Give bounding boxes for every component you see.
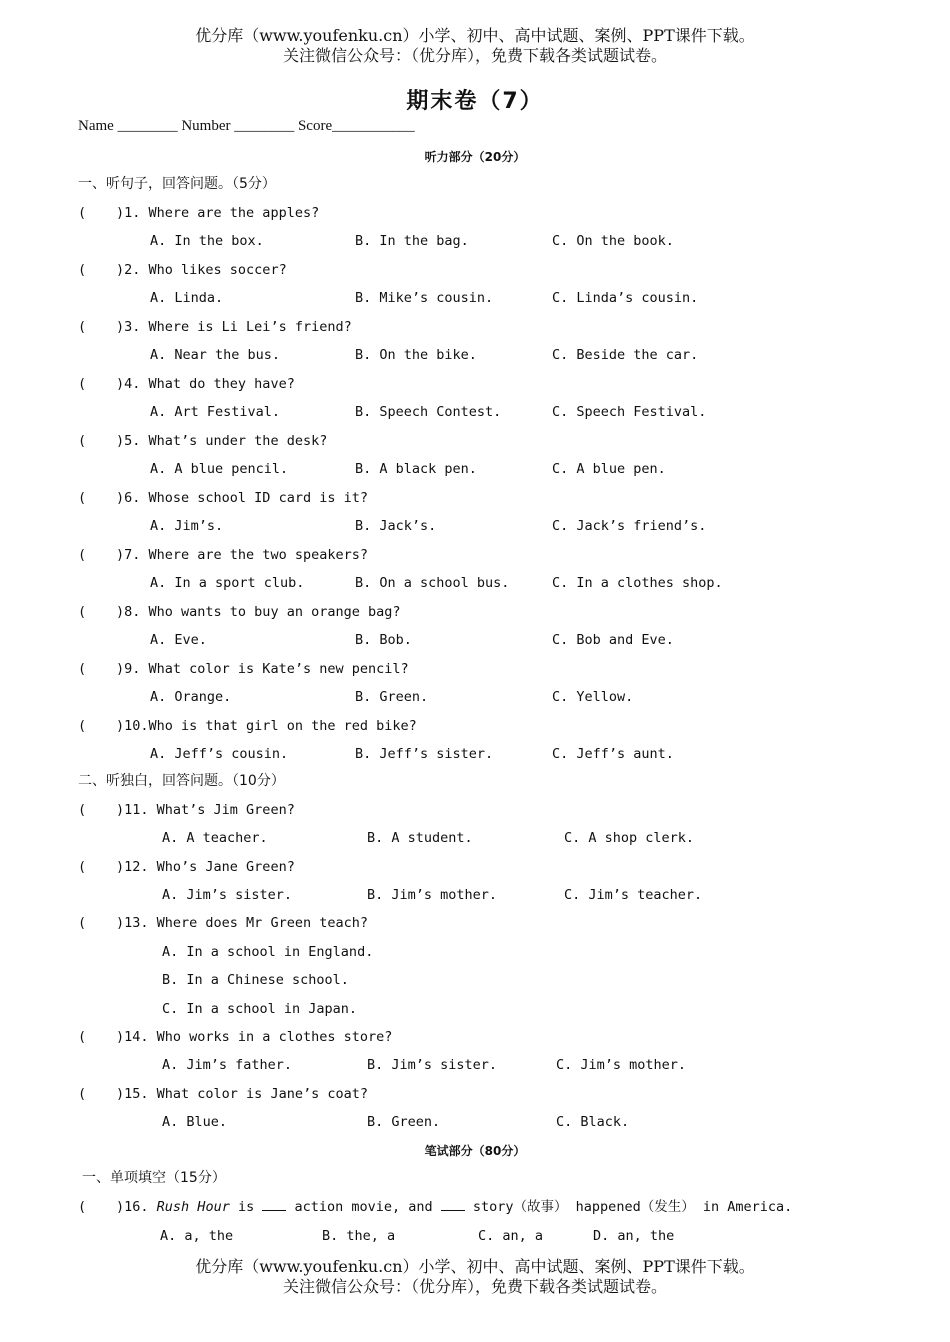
- question-15: ( )15. What color is Jane’s coat?: [78, 1086, 368, 1102]
- q8-option-c: C. Bob and Eve.: [552, 632, 674, 648]
- footer-line-2: 关注微信公众号：（优分库），免费下载各类试题试卷。: [282, 1277, 667, 1296]
- q10-option-c: C. Jeff’s aunt.: [552, 746, 674, 762]
- question-13: ( )13. Where does Mr Green teach?: [78, 915, 368, 931]
- question-text: 5. What’s under the desk?: [124, 433, 328, 449]
- q10-option-b: B. Jeff’s sister.: [355, 746, 494, 762]
- question-14: ( )14. Who works in a clothes store?: [78, 1029, 393, 1045]
- q13-option-c: C. In a school in Japan.: [162, 1001, 358, 1017]
- answer-paren: (: [78, 376, 87, 392]
- question-7: ( )7. Where are the two speakers?: [78, 547, 368, 563]
- answer-paren: (: [78, 262, 87, 278]
- q6-option-c: C. Jack’s friend’s.: [552, 518, 707, 534]
- q1-option-b: B. In the bag.: [355, 233, 469, 249]
- q15-option-a: A. Blue.: [162, 1114, 228, 1130]
- question-text: 12. Who’s Jane Green?: [124, 859, 295, 875]
- q2-option-b: B. Mike’s cousin.: [355, 290, 494, 306]
- question-text: 14. Who works in a clothes store?: [124, 1029, 393, 1045]
- question-12: ( )12. Who’s Jane Green?: [78, 859, 295, 875]
- question-text: 11. What’s Jim Green?: [124, 802, 295, 818]
- writing-heading: 笔试部分（80分）: [424, 1144, 526, 1158]
- q3-option-a: A. Near the bus.: [150, 347, 281, 363]
- question-text: 3. Where is Li Lei’s friend?: [124, 319, 352, 335]
- question-text: 4. What do they have?: [124, 376, 295, 392]
- q11-option-a: A. A teacher.: [162, 830, 268, 846]
- q9-option-b: B. Green.: [355, 689, 429, 705]
- answer-paren: (: [78, 433, 87, 449]
- question-text: is: [229, 1199, 263, 1215]
- question-4: ( )4. What do they have?: [78, 376, 295, 392]
- question-11: ( )11. What’s Jim Green?: [78, 802, 295, 818]
- student-info-line: Name ________ Number ________ Score___________: [78, 118, 415, 134]
- answer-paren: (: [78, 490, 87, 506]
- header-line-2: 关注微信公众号：（优分库），免费下载各类试题试卷。: [282, 46, 667, 65]
- question-text: 6. Whose school ID card is it?: [124, 490, 368, 506]
- q10-option-a: A. Jeff’s cousin.: [150, 746, 289, 762]
- q2-option-a: A. Linda.: [150, 290, 224, 306]
- q14-option-a: A. Jim’s father.: [162, 1057, 293, 1073]
- question-text: 9. What color is Kate’s new pencil?: [124, 661, 409, 677]
- question-text: 1. Where are the apples?: [124, 205, 320, 221]
- q3-option-c: C. Beside the car.: [552, 347, 699, 363]
- part2-instruction: 二、听独白，回答问题。（10分）: [78, 773, 285, 789]
- question-text: 13. Where does Mr Green teach?: [124, 915, 368, 931]
- fill-blank[interactable]: [262, 1198, 286, 1211]
- question-10: ( )10.Who is that girl on the red bike?: [78, 718, 417, 734]
- q11-option-c: C. A shop clerk.: [564, 830, 695, 846]
- q16-option-d: D. an, the: [593, 1228, 675, 1244]
- q8-option-b: B. Bob.: [355, 632, 412, 648]
- question-text: 15. What color is Jane’s coat?: [124, 1086, 368, 1102]
- question-3: ( )3. Where is Li Lei’s friend?: [78, 319, 352, 335]
- question-text: 2. Who likes soccer?: [124, 262, 287, 278]
- answer-paren: (: [78, 915, 87, 931]
- answer-paren: (: [78, 604, 87, 620]
- q12-option-b: B. Jim’s mother.: [367, 887, 498, 903]
- q1-option-c: C. On the book.: [552, 233, 674, 249]
- q5-option-c: C. A blue pen.: [552, 461, 666, 477]
- q16-option-c: C. an, a: [478, 1228, 544, 1244]
- question-8: ( )8. Who wants to buy an orange bag?: [78, 604, 401, 620]
- q1-option-a: A. In the box.: [150, 233, 264, 249]
- question-5: ( )5. What’s under the desk?: [78, 433, 328, 449]
- q7-option-c: C. In a clothes shop.: [552, 575, 723, 591]
- answer-paren: (: [78, 661, 87, 677]
- question-text: 8. Who wants to buy an orange bag?: [124, 604, 401, 620]
- question-6: ( )6. Whose school ID card is it?: [78, 490, 368, 506]
- question-text: story（故事） happened（发生） in America.: [464, 1199, 793, 1215]
- question-1: ( )1. Where are the apples?: [78, 205, 320, 221]
- q5-option-a: A. A blue pencil.: [150, 461, 289, 477]
- question-text: action movie, and: [286, 1199, 441, 1215]
- q12-option-a: A. Jim’s sister.: [162, 887, 293, 903]
- question-16: ( )16. Rush Hour is action movie, and story（故事） happened（发生） in America.: [78, 1199, 793, 1215]
- question-text: 7. Where are the two speakers?: [124, 547, 368, 563]
- movie-title: Rush Hour: [156, 1199, 230, 1215]
- answer-paren: (: [78, 547, 87, 563]
- q3-option-b: B. On the bike.: [355, 347, 477, 363]
- q11-option-b: B. A student.: [367, 830, 473, 846]
- q6-option-a: A. Jim’s.: [150, 518, 224, 534]
- q7-option-b: B. On a school bus.: [355, 575, 510, 591]
- q9-option-a: A. Orange.: [150, 689, 232, 705]
- part1-instruction: 一、听句子，回答问题。（5分）: [78, 176, 276, 192]
- q5-option-b: B. A black pen.: [355, 461, 477, 477]
- fill-blank[interactable]: [441, 1198, 465, 1211]
- q4-option-a: A. Art Festival.: [150, 404, 281, 420]
- header-line-1: 优分库（www.youfenku.cn）小学、初中、高中试题、案例、PPT课件下载。: [195, 26, 755, 45]
- answer-paren: (: [78, 718, 87, 734]
- q15-option-b: B. Green.: [367, 1114, 441, 1130]
- page-title: 期末卷（7）: [406, 89, 544, 114]
- footer-line-1: 优分库（www.youfenku.cn）小学、初中、高中试题、案例、PPT课件下载。: [195, 1257, 755, 1276]
- q15-option-c: C. Black.: [556, 1114, 630, 1130]
- answer-paren: (: [78, 1199, 87, 1215]
- question-2: ( )2. Who likes soccer?: [78, 262, 287, 278]
- question-number: 16.: [124, 1199, 149, 1215]
- q12-option-c: C. Jim’s teacher.: [564, 887, 703, 903]
- listening-heading: 听力部分（20分）: [424, 150, 526, 164]
- writing-part1-instruction: 一、单项填空（15分）: [82, 1170, 226, 1186]
- q7-option-a: A. In a sport club.: [150, 575, 305, 591]
- q14-option-c: C. Jim’s mother.: [556, 1057, 687, 1073]
- q4-option-b: B. Speech Contest.: [355, 404, 502, 420]
- q2-option-c: C. Linda’s cousin.: [552, 290, 699, 306]
- q6-option-b: B. Jack’s.: [355, 518, 437, 534]
- answer-paren: (: [78, 1086, 87, 1102]
- question-text: 10.Who is that girl on the red bike?: [124, 718, 417, 734]
- answer-paren: (: [78, 319, 87, 335]
- q16-option-a: A. a, the: [160, 1228, 234, 1244]
- question-9: ( )9. What color is Kate’s new pencil?: [78, 661, 409, 677]
- answer-paren: (: [78, 1029, 87, 1045]
- q13-option-b: B. In a Chinese school.: [162, 972, 349, 988]
- answer-paren: (: [78, 205, 87, 221]
- q16-option-b: B. the, a: [322, 1228, 396, 1244]
- answer-paren: (: [78, 802, 87, 818]
- q13-option-a: A. In a school in England.: [162, 944, 374, 960]
- q4-option-c: C. Speech Festival.: [552, 404, 707, 420]
- answer-paren: (: [78, 859, 87, 875]
- q9-option-c: C. Yellow.: [552, 689, 634, 705]
- q8-option-a: A. Eve.: [150, 632, 207, 648]
- q14-option-b: B. Jim’s sister.: [367, 1057, 498, 1073]
